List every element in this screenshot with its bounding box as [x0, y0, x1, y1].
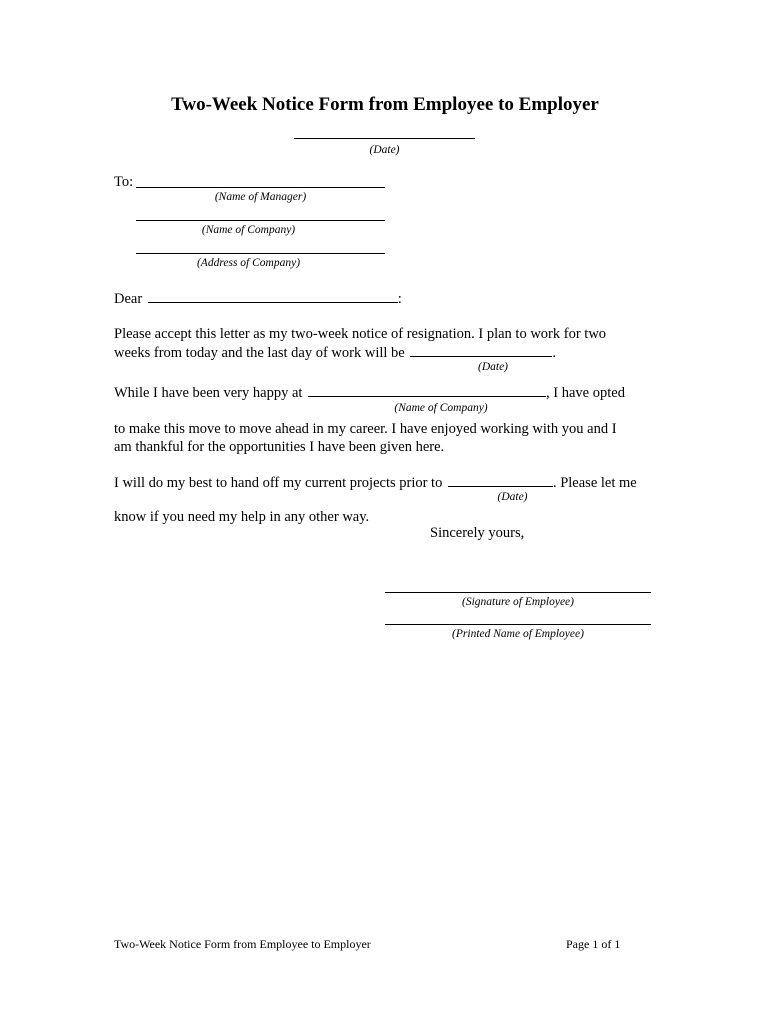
- para3-line1: [114, 474, 637, 492]
- closing: Sincerely yours,: [430, 525, 525, 541]
- company-name-caption: (Name of Company): [201, 224, 296, 236]
- footer-title: Two-Week Notice Form from Employee to Employer: [114, 937, 371, 951]
- page-title: Two-Week Notice Form from Employee to Employer: [171, 94, 599, 115]
- company-address-caption: (Address of Company): [196, 257, 301, 269]
- manager-name-line[interactable]: [136, 187, 385, 188]
- salutation-name-line[interactable]: [148, 290, 398, 303]
- last-day-date-caption: (Date): [477, 361, 508, 373]
- para2-end: , I have opted: [546, 385, 625, 401]
- salutation: [114, 290, 402, 308]
- para2-line2: to make this move to move ahead in my career. I have enjoyed working with you and I: [114, 421, 617, 437]
- para1-text: weeks from today and the last day of work will be: [114, 345, 405, 361]
- page-number: Page 1 of 1: [566, 937, 621, 951]
- to-label: To:: [114, 174, 134, 190]
- date-caption: (Date): [369, 144, 400, 156]
- para2-line1: [114, 384, 625, 402]
- para1-line2: [114, 344, 556, 362]
- handoff-date-caption: (Date): [497, 491, 528, 503]
- printed-name-caption: (Printed Name of Employee): [452, 628, 584, 640]
- company-inline-caption: (Name of Company): [394, 402, 488, 414]
- dear-label: Dear: [114, 291, 143, 307]
- signature-line[interactable]: [385, 592, 651, 593]
- para2-line3: am thankful for the opportunities I have been given here.: [114, 439, 445, 455]
- company-name-line[interactable]: [136, 220, 385, 221]
- para1-end: .: [552, 345, 556, 361]
- date-line[interactable]: [294, 138, 475, 139]
- printed-name-line[interactable]: [385, 624, 651, 625]
- para2-start: While I have been very happy at: [114, 385, 303, 401]
- manager-name-caption: (Name of Manager): [214, 191, 307, 203]
- last-day-date-line[interactable]: [410, 344, 552, 357]
- para3-end: . Please let me: [552, 475, 637, 491]
- para3-start: I will do my best to hand off my current projects prior to: [114, 475, 443, 491]
- para3-line2: know if you need my help in any other way.: [114, 509, 370, 525]
- dear-colon: :: [397, 291, 402, 307]
- handoff-date-line[interactable]: [448, 474, 553, 487]
- signature-caption: (Signature of Employee): [462, 596, 574, 608]
- company-line-inline[interactable]: [308, 384, 546, 397]
- para1-line1: Please accept this letter as my two-week notice of resignation. I plan to work for two: [114, 326, 607, 342]
- company-address-line[interactable]: [136, 253, 385, 254]
